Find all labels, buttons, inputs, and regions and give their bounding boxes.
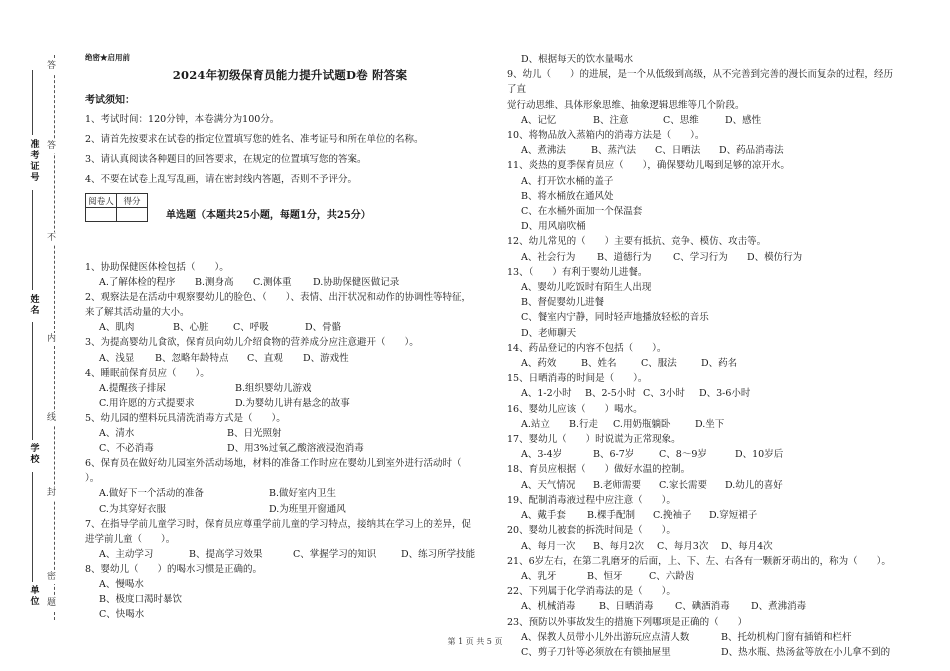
option: C、快喝水 — [99, 609, 145, 621]
question: 1、协助保健医体检包括（ ）。 — [85, 262, 229, 273]
options-row — [507, 539, 897, 554]
options-row — [507, 250, 897, 265]
option: B、极度口渴时暴饮 — [99, 594, 182, 606]
option: C、思维 — [663, 114, 699, 126]
option: B、提高学习效果 — [189, 548, 263, 560]
question: 5、幼儿园的塑料玩具清洗消毒方式是（ ）。 — [85, 412, 286, 424]
grader-cell[interactable] — [86, 208, 117, 222]
question: 4、睡眠前保育员应（ ）。 — [85, 367, 210, 379]
option: C、餐室内宁静，同时轻声地播放轻松的音乐 — [521, 312, 709, 324]
option: B、2-5小时 — [585, 388, 636, 400]
option: D、感性 — [725, 114, 762, 126]
option: A.做好下一个活动的准备 — [99, 488, 204, 500]
question: 19、配制消毒液过程中应注意（ ）。 — [507, 494, 676, 506]
options-row — [85, 396, 495, 411]
option: A、戴手套 — [521, 510, 566, 522]
secret-mark: 绝密★启用前 — [85, 53, 130, 62]
question: 10、将物品放入蒸箱内的消毒方法是（ ）。 — [507, 130, 705, 142]
option: B、每月2次 — [593, 540, 645, 552]
option: D、游戏性 — [303, 352, 349, 364]
options-row — [507, 143, 897, 158]
option: C、呼吸 — [233, 322, 269, 334]
option: D、3-6小时 — [699, 388, 751, 400]
option: A、机械消毒 — [521, 601, 576, 613]
option: A、婴幼儿吃饭时有陌生人出现 — [521, 282, 652, 294]
question: 20、婴幼儿被套的拆洗时间是（ ）。 — [507, 525, 676, 537]
options-row — [507, 447, 897, 462]
name-label: 姓名 — [30, 295, 40, 316]
seal-word: 密 — [47, 572, 57, 582]
option: D、药名 — [701, 358, 738, 370]
option: D.为婴幼儿讲有悬念的故事 — [235, 397, 350, 409]
option: A、保教人员带小儿外出游玩应点清人数 — [521, 631, 690, 643]
option: D、热水瓶、热汤盆等放在小儿拿不到的 — [721, 646, 891, 658]
option: A.站立 — [521, 418, 550, 430]
options-row — [507, 645, 897, 660]
seal-word: 答 — [47, 61, 57, 71]
page-number: 第 1 页 共 5 页 — [447, 637, 503, 646]
question: 2、观察法是在活动中观察婴幼儿的脸色、（ ）、表情、出汗状况和动作的协调性等特征， — [85, 292, 472, 304]
options-row — [85, 381, 495, 396]
option: D.幼儿的喜好 — [725, 479, 783, 491]
option: D.协助保健医做记录 — [313, 277, 400, 289]
question: 18、育员应根据（ ）做好水温的控制。 — [507, 464, 691, 476]
option: A.了解体检的程序 — [99, 277, 176, 289]
score-header: 得分 — [117, 194, 148, 208]
question: 23、预防以外事故发生的措施下列哪项是正确的（ ） — [507, 616, 748, 628]
option: A、打开饮水桶的盖子 — [521, 175, 614, 187]
option: D、每月4次 — [721, 540, 773, 552]
notice-item: 1、考试时间：120分钟，本卷满分为100分。 — [85, 114, 280, 125]
options-row — [507, 569, 897, 584]
option: C.家长需要 — [659, 479, 707, 491]
notice-item: 3、请认真阅读各种题目的回答要求，在规定的位置填写您的答案。 — [85, 154, 367, 165]
fill-line — [32, 322, 33, 440]
option: D、练习所学技能 — [401, 548, 476, 560]
option: D、模仿行为 — [747, 251, 803, 263]
option: A、肌肉 — [99, 322, 135, 334]
option: A、社会行为 — [521, 251, 576, 263]
question: 6、保育员在做好幼儿园室外活动场地，材料的准备工作时应在婴幼儿到室外进行活动时（ — [85, 458, 481, 470]
question-list-left — [85, 260, 495, 622]
question: 9、幼儿（ ）的进展，是一个从低级到高级，从不完善到完善的漫长而复杂的过程，经历了直 — [507, 69, 894, 96]
option: B.组织婴幼儿游戏 — [235, 382, 312, 394]
option: B、注意 — [593, 114, 629, 126]
option: A、慢喝水 — [99, 578, 144, 590]
score-table — [85, 193, 148, 222]
unit-label: 单位 — [30, 586, 40, 607]
option: B.老师需要 — [593, 479, 642, 491]
option: C、掌握学习的知识 — [293, 548, 377, 560]
option: A、主动学习 — [99, 548, 154, 560]
school-label: 学校 — [30, 444, 40, 465]
option: C、每月3次 — [657, 540, 709, 552]
question: 11、炎热的夏季保育员应（ ），确保婴幼儿喝到足够的凉开水。 — [507, 160, 790, 172]
option: A、浅显 — [99, 352, 135, 364]
options-row — [507, 356, 897, 371]
option: B、日光照射 — [227, 428, 282, 440]
option: B、将水桶放在通风处 — [521, 190, 614, 202]
option: A、1-2小时 — [521, 388, 572, 400]
option: B、6-7岁 — [593, 449, 635, 461]
seal-word: 不 — [47, 233, 57, 243]
section-title: 单选题（本题共25小题，每题1分，共25分） — [166, 210, 371, 221]
seal-word: 线 — [47, 413, 57, 423]
notice-heading: 考试须知： — [85, 95, 135, 106]
question-continued: 进学前儿童（ ）。 — [85, 533, 176, 545]
option: D、用3%过氧乙酸溶液浸泡消毒 — [227, 443, 364, 455]
question: 8、婴幼儿（ ）的喝水习惯是正确的。 — [85, 563, 263, 575]
option: A、清水 — [99, 428, 135, 440]
option: C、在水桶外面加一个保温套 — [521, 206, 643, 218]
left-column — [85, 52, 495, 621]
option: A、记忆 — [521, 114, 557, 126]
option: B、日晒消毒 — [599, 601, 654, 613]
option: A、天气情况 — [521, 479, 576, 491]
option: C、3小时 — [643, 388, 685, 400]
fill-line — [32, 70, 33, 135]
notice-item: 4、不要在试卷上乱写乱画，请在密封线内答题，否则不予评分。 — [85, 174, 358, 185]
seal-word: 题 — [47, 598, 57, 608]
options-row — [507, 599, 897, 614]
seal-word: 封 — [47, 488, 57, 498]
option: B.测身高 — [195, 277, 234, 289]
page-title: 2024年初级保育员能力提升试题D卷 附答案 — [172, 68, 408, 82]
option: A、乳牙 — [521, 570, 557, 582]
question: 16、婴幼儿应该（ ）喝水。 — [507, 403, 643, 415]
option: C、碘酒消毒 — [675, 601, 730, 613]
option: D、根据每天的饮水量喝水 — [521, 54, 634, 65]
right-column — [507, 52, 897, 660]
question: 21、6岁左右，在第二乳磨牙的后面，上、下、左、右各有一颗新牙萌出的，称为（ ）。 — [507, 555, 891, 567]
question: 15、日晒消毒的时间是（ ）。 — [507, 373, 648, 385]
option: C、不必消毒 — [99, 443, 154, 455]
options-row — [507, 113, 897, 128]
options-row — [85, 547, 495, 562]
options-row — [507, 478, 897, 493]
option: B、托幼机构门窗有插销和栏杆 — [721, 631, 852, 643]
option: D、用风扇吹桶 — [521, 221, 586, 233]
score-cell[interactable] — [117, 208, 148, 222]
options-row — [507, 417, 897, 432]
option: B、恒牙 — [587, 570, 623, 582]
options-row — [85, 275, 495, 290]
option: B.棵手配制 — [587, 510, 636, 522]
fill-line — [32, 190, 33, 290]
option: C、直观 — [247, 352, 283, 364]
options-row — [85, 486, 495, 501]
option: A、煮沸法 — [521, 145, 566, 157]
binding-margin — [0, 0, 75, 671]
option: D、骨骼 — [305, 322, 342, 334]
question: 3、为提高婴幼儿食欲，保育员向幼儿介绍食物的营养成分应注意避开（ ）。 — [85, 337, 419, 349]
seal-word: 答 — [47, 141, 57, 151]
question: 13、（ ）有利于婴幼儿进餐。 — [507, 266, 648, 278]
option: C、8～9岁 — [659, 449, 707, 461]
option: B、忽略年龄特点 — [155, 352, 229, 364]
question: 22、下列属于化学消毒法的是（ ）。 — [507, 586, 676, 598]
question: 12、幼儿常见的（ ）主要有抵抗、竞争、模仿、攻击等。 — [507, 236, 767, 248]
option: B.行走 — [569, 418, 599, 430]
option: B、蒸汽法 — [591, 145, 636, 157]
seal-word: 内 — [47, 334, 57, 344]
notice-item: 2、请首先按要求在试卷的指定位置填写您的姓名、准考证号和所在单位的名称。 — [85, 134, 424, 145]
option: A、每月一次 — [521, 540, 576, 552]
option: D、煮沸消毒 — [751, 601, 807, 613]
option: D、老师聊天 — [521, 327, 577, 339]
option: B、姓名 — [581, 358, 617, 370]
option: C、六龄齿 — [649, 570, 695, 582]
option: C、日晒法 — [655, 145, 701, 157]
question: 14、药品登记的内容不包括（ ）。 — [507, 342, 667, 354]
fill-line — [32, 472, 33, 582]
options-row — [85, 426, 495, 441]
option: A、3-4岁 — [521, 449, 563, 461]
question-continued: ）。 — [85, 473, 100, 485]
grader-header: 阅卷人 — [86, 194, 117, 208]
options-row — [85, 502, 495, 517]
option: C、学习行为 — [673, 251, 728, 263]
question-continued: 来了解其活动量的大小。 — [85, 307, 190, 319]
question: 17、婴幼儿（ ）时说谎为正常现象。 — [507, 434, 681, 446]
exam-number-label: 准考证号 — [30, 140, 40, 183]
option: D.坐下 — [695, 418, 725, 430]
option: C.测体重 — [253, 277, 292, 289]
options-row — [507, 508, 897, 523]
option: C.为其穿好衣服 — [99, 503, 166, 515]
option: C.用奶瓶躺卧 — [613, 418, 671, 430]
option: D.为班里开窗通风 — [269, 503, 346, 515]
question: 7、在指导学前儿童学习时，保育员应尊重学前儿童的学习特点，接纳其在学习上的差异，促 — [85, 518, 472, 530]
option: B.做好室内卫生 — [269, 488, 337, 500]
option: B、督促婴幼儿进餐 — [521, 297, 604, 309]
option: C.挽袖子 — [653, 510, 692, 522]
question-continued: 觉行动思维、具体形象思维、抽象逻辑思维等几个阶段。 — [507, 99, 745, 111]
options-row — [507, 386, 897, 401]
option: D、药品消毒法 — [719, 145, 784, 157]
options-row — [85, 351, 495, 366]
option: B、心脏 — [173, 322, 209, 334]
options-row — [85, 320, 495, 335]
option: D.穿短裙子 — [709, 510, 758, 522]
option: C、服法 — [641, 358, 677, 370]
option: A.提醒孩子排尿 — [99, 382, 166, 394]
option: C、剪子刀针等必须放在有锁抽屉里 — [521, 646, 671, 658]
option: A、药效 — [521, 358, 557, 370]
option: C.用许愿的方式提要求 — [99, 397, 195, 409]
options-row — [85, 441, 495, 456]
option: B、道德行为 — [597, 251, 652, 263]
score-area — [85, 193, 495, 222]
option: D、10岁后 — [735, 449, 784, 461]
